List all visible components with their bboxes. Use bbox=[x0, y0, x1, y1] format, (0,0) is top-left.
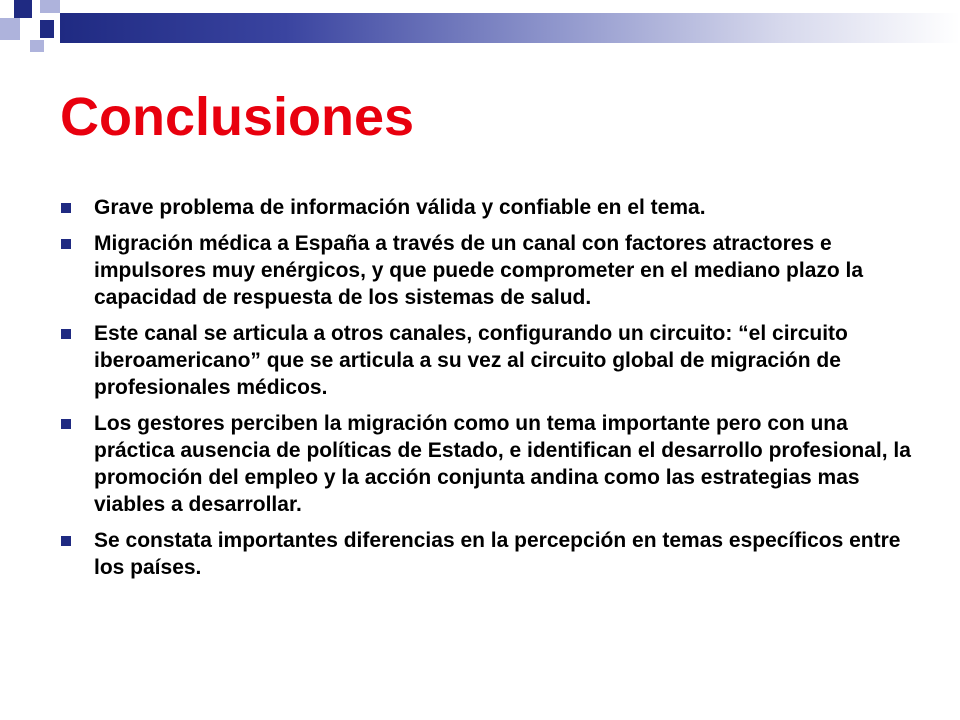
bullet-text: Grave problema de información válida y confiable en el tema. bbox=[94, 196, 706, 219]
bullet-item bbox=[60, 410, 920, 518]
decorative-square bbox=[40, 0, 60, 13]
bullet-item bbox=[60, 527, 920, 581]
bullet-text: Este canal se articula a otros canales, configurando un circuito: “el circuito iberoamericano” que se articula a su vez al circuito global de migración de profesionales médicos. bbox=[94, 322, 848, 399]
bullet-item bbox=[60, 194, 920, 221]
square-bullet-icon bbox=[61, 419, 71, 429]
bullet-item bbox=[60, 230, 920, 311]
bullet-text: Migración médica a España a través de un canal con factores atractores e impulsores muy enérgicos, y que puede comprometer en el mediano plazo la capacidad de respuesta de los sistemas de salud. bbox=[94, 232, 864, 309]
square-bullet-icon bbox=[61, 239, 71, 249]
decorative-square bbox=[0, 18, 20, 40]
header-gradient-bar bbox=[60, 13, 960, 43]
bullet-text: Los gestores perciben la migración como un tema importante pero con una práctica ausencia de políticas de Estado, e identifican el desarrollo profesional, la promoción del empleo y la acción conjunta andina como las estrategias mas viables a desarrollar. bbox=[94, 412, 911, 516]
decorative-square bbox=[30, 40, 44, 52]
bullet-list bbox=[60, 194, 920, 590]
bullet-text: Se constata importantes diferencias en la percepción en temas específicos entre los países. bbox=[94, 529, 901, 579]
square-bullet-icon bbox=[61, 536, 71, 546]
slide-title: Conclusiones bbox=[60, 87, 415, 147]
square-bullet-icon bbox=[61, 329, 71, 339]
decorative-square bbox=[40, 20, 54, 38]
bullet-item bbox=[60, 320, 920, 401]
square-bullet-icon bbox=[61, 203, 71, 213]
decorative-square bbox=[14, 0, 32, 18]
